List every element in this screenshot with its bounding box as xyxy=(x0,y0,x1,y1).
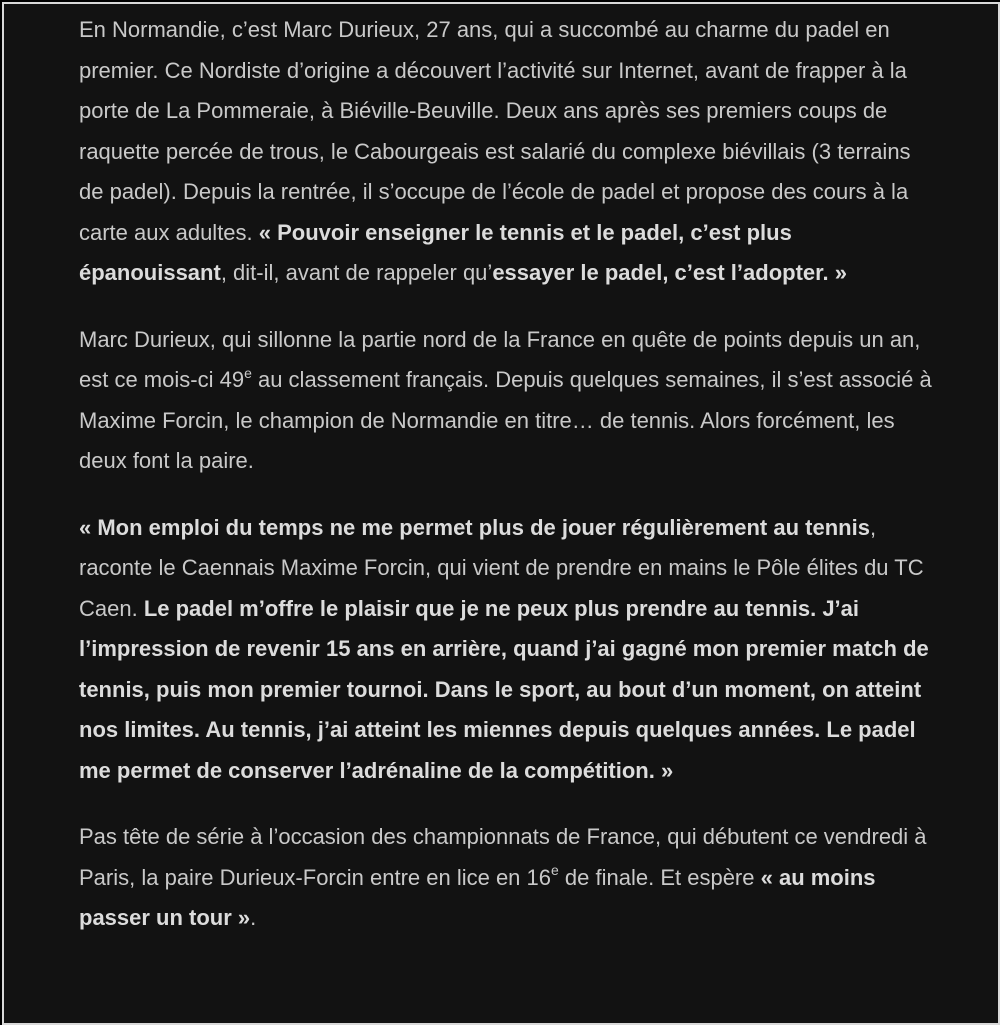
paragraph-text: , raconte le Caennais Maxime Forcin, qui vient de prendre en mains le Pôle élites du TC Caen. xyxy=(79,514,924,621)
paragraph-text: . xyxy=(250,905,257,930)
article-body xyxy=(79,10,939,965)
paragraph-4 xyxy=(79,817,939,939)
paragraph-text: Pas tête de série à l’occasion des championnats de France, qui débutent ce vendredi à Paris, la paire Durieux-Forcin entre en lice en 16 xyxy=(79,824,927,890)
article-frame xyxy=(2,2,1000,1025)
paragraph-3 xyxy=(79,508,939,792)
quote-bold: « Pouvoir enseigner le tennis et le padel, c’est plus épanouissant xyxy=(79,219,792,285)
paragraph-text: , dit-il, avant de rappeler qu’ xyxy=(220,260,493,285)
ordinal-superscript: e xyxy=(551,862,559,879)
paragraph-1 xyxy=(79,10,939,294)
quote-bold: essayer le padel, c’est l’adopter. » xyxy=(492,260,847,285)
ordinal-superscript: e xyxy=(244,364,252,381)
paragraph-2 xyxy=(79,320,939,482)
quote-bold: « Mon emploi du temps ne me permet plus de jouer régulièrement au tennis xyxy=(79,514,870,540)
quote-bold: « au moins passer un tour » xyxy=(79,864,876,930)
paragraph-text: au classement français. Depuis quelques semaines, il s’est associé à Maxime Forcin, le champion de Normandie en titre… de tennis. Alors forcément, les deux font la paire. xyxy=(79,367,932,473)
paragraph-text: de finale. Et espère xyxy=(558,864,761,890)
paragraph-text: Marc Durieux, qui sillonne la partie nord de la France en quête de points depuis un an, est ce mois-ci 49 xyxy=(79,326,921,392)
paragraph-text: En Normandie, c’est Marc Durieux, 27 ans, qui a succombé au charme du padel en premier. Ce Nordiste d’origine a découvert l’activité sur Internet, avant de frapper à la porte de La Pommeraie, à Biéville-Beuville. Deux ans après ses premiers coups de raquette percée de trous, le Cabourgeais est salarié du complexe biévillais (3 terrains de padel). Depuis la rentrée, il s’occupe de l’école de padel et propose des cours à la carte aux adultes. xyxy=(79,17,911,245)
quote-bold: Le padel m’offre le plaisir que je ne peux plus prendre au tennis. J’ai l’impression de revenir 15 ans en arrière, quand j’ai gagné mon premier match de tennis, puis mon premier tournoi. Dans le sport, au bout d’un moment, on atteint nos limites. Au tennis, j’ai atteint les miennes depuis quelques années. Le padel me permet de conserver l’adrénaline de la compétition. » xyxy=(79,595,929,783)
